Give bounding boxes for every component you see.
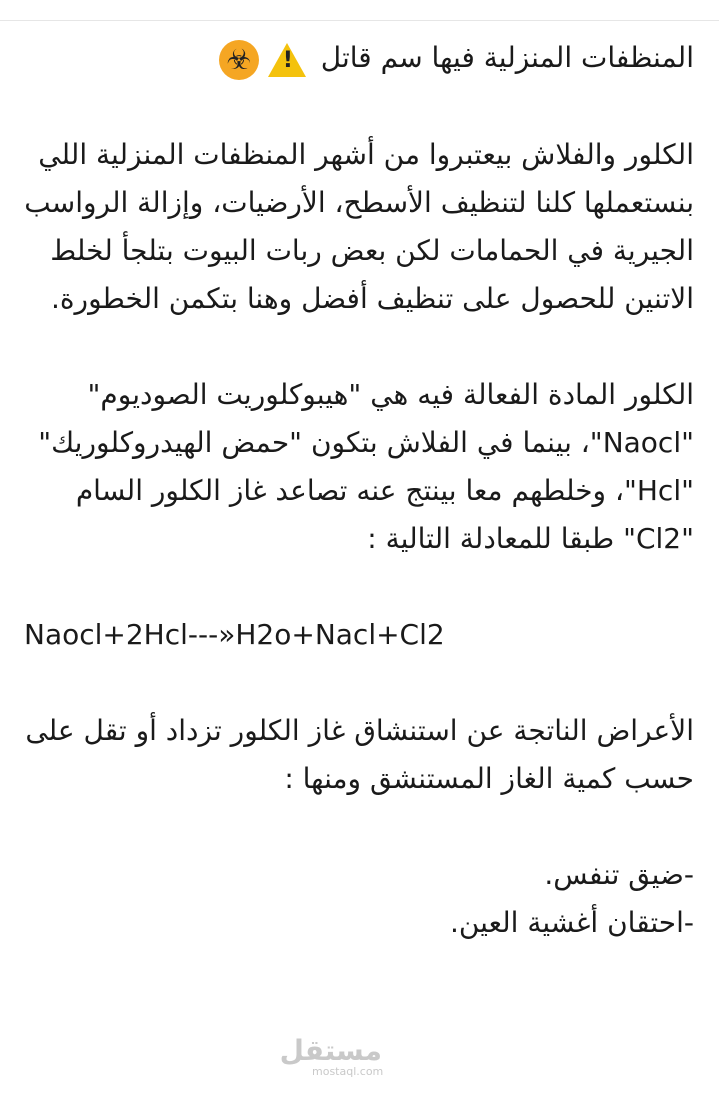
warning-icon: !	[268, 43, 306, 77]
list-item: -ضيق تنفس.	[544, 858, 694, 891]
watermark-sub: mostaql.com	[312, 1065, 384, 1078]
list-item: -احتقان أغشية العين.	[449, 906, 694, 939]
paragraph-chemistry: الكلور المادة الفعالة فيه هي "هيبوكلوريت الصوديوم" "Naocl"، بينما في الفلاش بتكون "حمض الهيدروكلوريك" "Hcl"، وخلطهم معا بينتج عنه تصاعد غاز الكلور السام "Cl2" طبقا للمعادلة التالية :	[38, 378, 694, 555]
title-icons	[215, 35, 306, 83]
paragraph-intro: الكلور والفلاش بيعتبروا من أشهر المنظفات المنزلية اللي بنستعملها كلنا لتنظيف الأسطح، الأرضيات، وإزالة الرواسب الجيرية في الحمامات لكن بعض ربات البيوت بتلجأ لخلط الاتنين للحصول على تنظيف أفضل وهنا بتكمن الخطورة.	[24, 138, 694, 315]
watermark-main: مستقل	[279, 1034, 382, 1067]
post-body	[24, 34, 694, 947]
symptoms-list	[24, 851, 694, 947]
biohazard-icon: ☣	[219, 40, 259, 80]
paragraph-symptoms: الأعراض الناتجة عن استنشاق غاز الكلور تزداد أو تقل على حسب كمية الغاز المستنشق ومنها :	[25, 714, 694, 795]
post-title-text: المنظفات المنزلية فيها سم قاتل	[320, 41, 694, 74]
watermark-logo	[279, 1034, 384, 1078]
top-divider	[0, 20, 719, 21]
post-title	[24, 34, 694, 83]
chemical-equation: Naocl+2Hcl---»H2o+Nacl+Cl2	[24, 618, 445, 651]
